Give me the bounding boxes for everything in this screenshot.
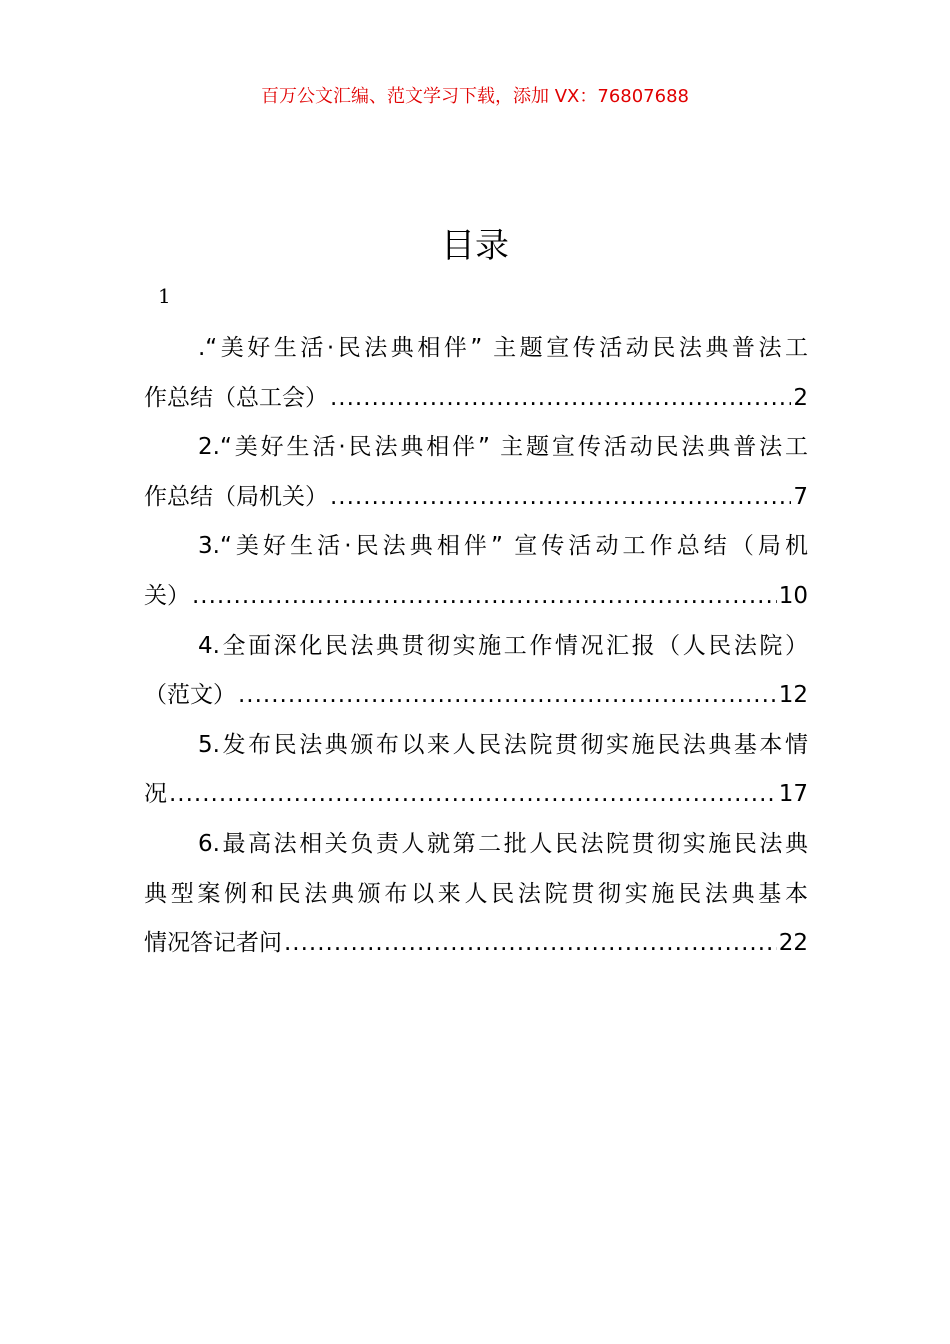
toc-entry-tail: 况 bbox=[144, 781, 167, 808]
toc-entry-last-line bbox=[144, 919, 808, 969]
toc-entry-text: .“美好生活·民法典相伴” 主题宣传活动民法典普法工 bbox=[198, 335, 808, 361]
toc-entry-2[interactable] bbox=[144, 423, 808, 522]
toc-page-number: 2 bbox=[793, 384, 808, 411]
dot-leader bbox=[238, 671, 777, 721]
toc-entry-5[interactable] bbox=[144, 721, 808, 820]
toc-page-number: 17 bbox=[778, 781, 808, 808]
toc-entry-text: 2.“美好生活·民法典相伴” 主题宣传活动民法典普法工 bbox=[198, 434, 808, 461]
toc-entry-last-line bbox=[144, 770, 808, 820]
toc-entry-last-line bbox=[144, 572, 808, 622]
toc-entry-tail: 作总结（局机关） bbox=[144, 483, 328, 510]
header-banner: 百万公文汇编、范文学习下载，添加 VX：76807688 bbox=[261, 86, 689, 107]
toc-page-number: 10 bbox=[778, 582, 808, 609]
toc-entry-last-line bbox=[144, 473, 808, 523]
toc-entry-text: 4.全面深化民法典贯彻实施工作情况汇报（人民法院） bbox=[198, 632, 808, 659]
toc-page-number: 12 bbox=[778, 682, 808, 709]
toc-entry-text: 5.发布民法典颁布以来人民法院贯彻实施民法典基本情 bbox=[198, 731, 808, 758]
dot-leader bbox=[169, 770, 777, 820]
toc-entry-text: 6.最高法相关负责人就第二批人民法院贯彻实施民法典 bbox=[198, 830, 808, 857]
toc-entry-1[interactable] bbox=[144, 324, 808, 423]
toc-entry-tail: 作总结（总工会） bbox=[144, 384, 328, 411]
dot-leader bbox=[330, 374, 791, 424]
toc-page-number: 22 bbox=[778, 930, 808, 957]
dot-leader bbox=[330, 473, 791, 523]
toc-list bbox=[144, 324, 808, 969]
toc-entry-3[interactable] bbox=[144, 522, 808, 621]
toc-entry-text-continued: 典型案例和民法典颁布以来人民法院贯彻实施民法典基本 bbox=[144, 880, 808, 907]
toc-entry-4[interactable] bbox=[144, 622, 808, 721]
toc-title: 目录 bbox=[441, 226, 509, 266]
page-marker: 1 bbox=[158, 284, 171, 308]
toc-page-number: 7 bbox=[793, 483, 808, 510]
toc-entry-text: 3.“美好生活·民法典相伴” 宣传活动工作总结（局机 bbox=[198, 533, 808, 560]
toc-entry-tail: （范文） bbox=[144, 682, 236, 709]
toc-entry-tail: 情况答记者问 bbox=[144, 930, 282, 957]
dot-leader bbox=[284, 919, 777, 969]
toc-entry-last-line bbox=[144, 374, 808, 424]
toc-entry-6[interactable] bbox=[144, 820, 808, 969]
toc-entry-tail: 关） bbox=[144, 582, 190, 609]
dot-leader bbox=[192, 572, 777, 622]
toc-entry-last-line bbox=[144, 671, 808, 721]
